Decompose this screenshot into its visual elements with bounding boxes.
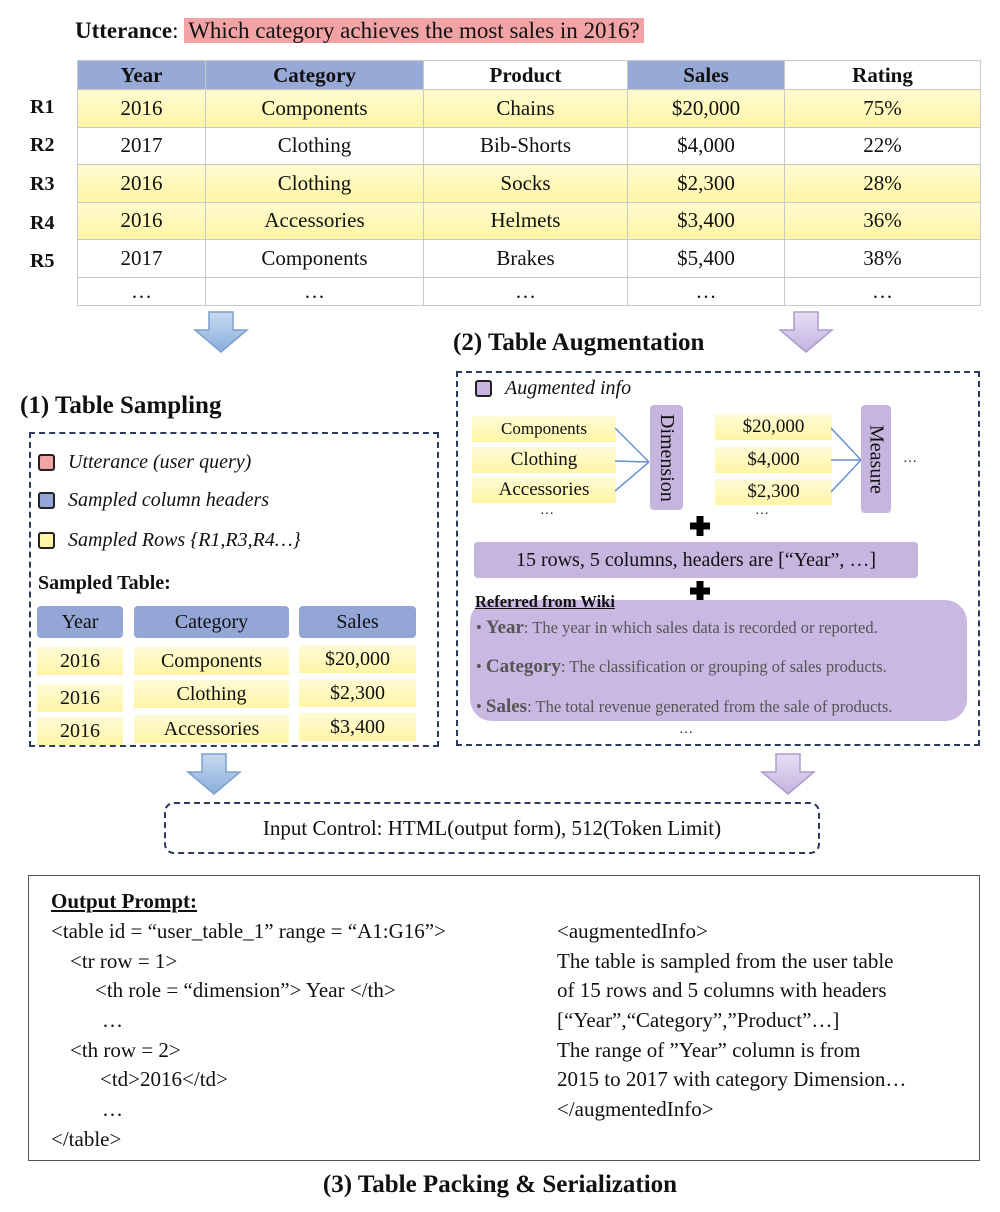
legend-headers: [38, 489, 269, 512]
table-cell: $4,000: [628, 127, 785, 165]
table-cell: 2016: [78, 90, 206, 128]
wiki-desc: : The year in which sales data is recorded or reported.: [523, 618, 878, 637]
table-cell: Bib-Shorts: [424, 127, 628, 165]
augmented-line: </augmentedInfo>: [557, 1097, 714, 1121]
augmented-line: The table is sampled from the user table: [557, 949, 894, 973]
table-cell: $3,400: [628, 202, 785, 240]
legend-label: Sampled column headers: [68, 489, 270, 511]
table-cell: 2017: [78, 127, 206, 165]
sampled-cell: Components: [134, 647, 289, 675]
utterance-label: Utterance: [75, 18, 173, 43]
table-cell: 38%: [785, 240, 981, 278]
dimension-value: Clothing: [472, 447, 616, 473]
legend-label: Augmented info: [505, 377, 632, 399]
legend-swatch: [38, 532, 55, 549]
legend-swatch: [38, 492, 55, 509]
code-line: <table id = “user_table_1” range = “A1:G16”>: [51, 919, 446, 943]
sampled-header: Year: [37, 606, 123, 638]
legend-swatch: [38, 454, 55, 471]
dimension-value: Accessories: [472, 477, 616, 503]
plus-icon: [689, 515, 711, 537]
table-cell: 75%: [785, 90, 981, 128]
measure-label: Measure: [865, 424, 888, 494]
table-cell-ellipsis: …: [424, 277, 628, 305]
section-title-sampling: (1) Table Sampling: [20, 392, 222, 419]
dimension-value: Components: [472, 416, 616, 442]
table-cell: $2,300: [628, 165, 785, 203]
table-cell: Accessories: [206, 202, 424, 240]
row-label: R1: [30, 96, 55, 118]
sampled-cell: 2016: [37, 647, 123, 675]
measure-value: $2,300: [715, 479, 832, 505]
utterance: Utterance: Which category achieves the most sales in 2016?: [75, 18, 644, 44]
down-arrow-icon: [778, 310, 834, 354]
connector-lines: [615, 415, 651, 510]
sampled-cell: Clothing: [134, 680, 289, 708]
table-cell: Socks: [424, 165, 628, 203]
table-cell: Chains: [424, 90, 628, 128]
augmented-line: 2015 to 2017 with category Dimension…: [557, 1067, 907, 1091]
sampled-cell: 2016: [37, 684, 123, 712]
section-title-augmentation: (2) Table Augmentation: [453, 329, 705, 356]
sampled-cell: $3,400: [299, 713, 416, 741]
measure-more-ellipsis: …: [903, 451, 917, 466]
table-cell: 2016: [78, 202, 206, 240]
legend-utterance: [38, 451, 251, 474]
table-row: [78, 127, 981, 165]
wiki-item: • Year: The year in which sales data is recorded or reported.: [476, 617, 878, 638]
row-label: R4: [30, 212, 55, 234]
augmented-line: [“Year”,“Category”,”Product”…]: [557, 1008, 840, 1032]
augmented-line: The range of ”Year” column is from: [557, 1038, 861, 1062]
table-cell: 28%: [785, 165, 981, 203]
input-control: Input Control: HTML(output form), 512(Token Limit): [164, 802, 820, 854]
measure-ellipsis: …: [755, 503, 769, 518]
table-cell: Clothing: [206, 127, 424, 165]
sampled-header: Category: [134, 606, 289, 638]
wiki-title: Referred from Wiki: [475, 592, 615, 611]
wiki-ellipsis: …: [679, 722, 693, 737]
table-cell-ellipsis: …: [206, 277, 424, 305]
augmented-line: <augmentedInfo>: [557, 919, 708, 943]
table-cell: $5,400: [628, 240, 785, 278]
legend-rows: [38, 529, 301, 552]
sampled-cell: $2,300: [299, 679, 416, 707]
down-arrow-icon: [760, 752, 816, 796]
table-row: [78, 277, 981, 305]
wiki-desc: : The total revenue generated from the sale of products.: [527, 697, 893, 716]
table-cell: 36%: [785, 202, 981, 240]
header-category: Category: [206, 61, 424, 90]
sampled-table-label: Sampled Table:: [38, 572, 171, 594]
measure-value: $4,000: [715, 447, 832, 473]
code-line: <th role = “dimension”> Year </th>: [95, 978, 396, 1002]
table-row: [78, 202, 981, 240]
wiki-term: Year: [485, 617, 524, 638]
down-arrow-icon: [193, 310, 249, 354]
header-sales: Sales: [628, 61, 785, 90]
utterance-text: Which category achieves the most sales in 2016?: [184, 18, 644, 43]
augmented-line: of 15 rows and 5 columns with headers: [557, 978, 887, 1002]
sampled-header: Sales: [299, 606, 416, 638]
table-cell: Brakes: [424, 240, 628, 278]
header-rating: Rating: [785, 61, 981, 90]
table-cell: Helmets: [424, 202, 628, 240]
sampled-cell: $20,000: [299, 645, 416, 673]
legend-label: Utterance (user query): [68, 451, 252, 473]
wiki-term: Category: [485, 656, 561, 677]
dimension-tag: [650, 405, 683, 510]
dimension-ellipsis: …: [540, 503, 554, 518]
legend-swatch: [475, 380, 492, 397]
measure-tag: [861, 405, 891, 513]
connector-lines: [831, 415, 863, 510]
table-header-row: [78, 61, 981, 90]
table-cell: 22%: [785, 127, 981, 165]
section-title-packing: (3) Table Packing & Serialization: [322, 1171, 678, 1198]
table-cell-ellipsis: …: [628, 277, 785, 305]
table-summary: 15 rows, 5 columns, headers are [“Year”, …]: [474, 542, 918, 578]
code-line: <tr row = 1>: [70, 949, 178, 973]
sampled-cell: Accessories: [134, 715, 289, 743]
dimension-label: Dimension: [656, 413, 678, 502]
legend-augmented: [475, 377, 631, 400]
table-cell: 2017: [78, 240, 206, 278]
code-line: …: [102, 1097, 123, 1121]
table-row: [78, 165, 981, 203]
wiki-item: • Sales: The total revenue generated from the sale of products.: [476, 696, 893, 717]
code-line: </table>: [51, 1127, 122, 1151]
table-cell: Components: [206, 90, 424, 128]
row-label: R3: [30, 173, 55, 195]
table-cell: Components: [206, 240, 424, 278]
table-cell: Clothing: [206, 165, 424, 203]
measure-value: $20,000: [715, 414, 832, 440]
table-cell-ellipsis: …: [78, 277, 206, 305]
row-label: R5: [30, 250, 55, 272]
header-year: Year: [78, 61, 206, 90]
code-line: <th row = 2>: [70, 1038, 181, 1062]
table-row: [78, 240, 981, 278]
table-row: [78, 90, 981, 128]
code-line: …: [102, 1008, 123, 1032]
down-arrow-icon: [186, 752, 242, 796]
output-title: Output Prompt:: [51, 889, 198, 913]
code-line: <td>2016</td>: [100, 1067, 228, 1091]
sampled-cell: 2016: [37, 717, 123, 745]
table-cell: $20,000: [628, 90, 785, 128]
wiki-term: Sales: [485, 696, 528, 717]
legend-label: Sampled Rows {R1,R3,R4…}: [68, 529, 301, 551]
header-product: Product: [424, 61, 628, 90]
source-table: [77, 60, 981, 306]
table-cell: 2016: [78, 165, 206, 203]
row-label: R2: [30, 134, 55, 156]
wiki-desc: : The classification or grouping of sales products.: [560, 657, 887, 676]
plus-icon: [689, 580, 711, 602]
wiki-item: • Category: The classification or grouping of sales products.: [476, 656, 887, 677]
table-cell-ellipsis: …: [785, 277, 981, 305]
